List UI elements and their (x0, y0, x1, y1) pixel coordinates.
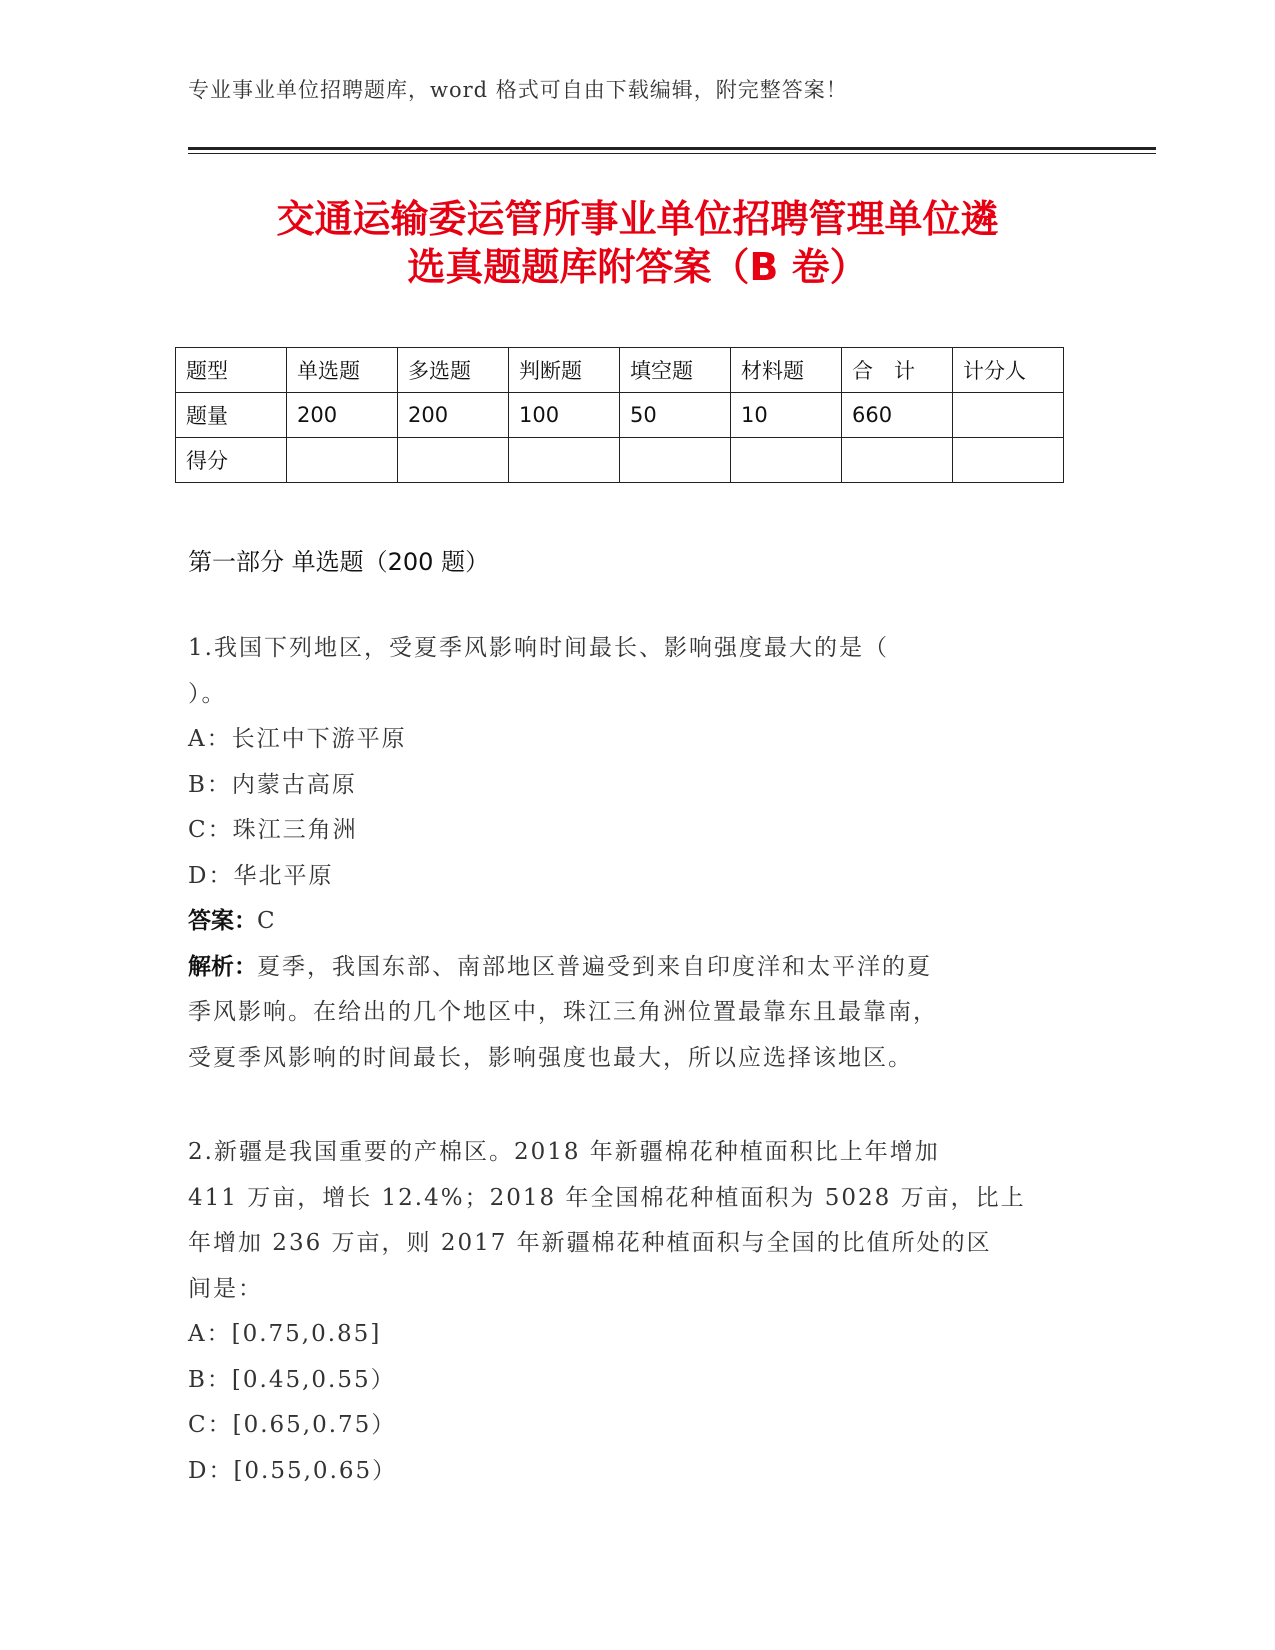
analysis-label: 解析： (188, 953, 257, 980)
analysis-text: 季风影响。在给出的几个地区中，珠江三角洲位置最靠东且最靠南， (188, 999, 938, 1025)
header-rule-thin (188, 153, 1156, 154)
question-stem: 2.新疆是我国重要的产棉区。2018 年新疆棉花种植面积比上年增加 (188, 1139, 940, 1165)
answer-value: C (257, 908, 277, 934)
table-cell: 多选题 (398, 348, 509, 393)
table-cell: 单选题 (287, 348, 398, 393)
score-table-count-row (176, 393, 1064, 438)
table-cell: 200 (287, 393, 398, 438)
answer-label: 答案： (188, 908, 257, 934)
table-cell: 材料题 (731, 348, 842, 393)
question-stem: 1.我国下列地区，受夏季风影响时间最长、影响强度最大的是（ (188, 635, 889, 661)
table-cell (509, 438, 620, 483)
score-table-header-row (176, 348, 1064, 393)
analysis-text: 受夏季风影响的时间最长，影响强度也最大，所以应选择该地区。 (188, 1044, 913, 1071)
table-cell: 填空题 (620, 348, 731, 393)
table-cell: 判断题 (509, 348, 620, 393)
analysis-line (188, 945, 1088, 991)
question-stem: 年增加 236 万亩，则 2017 年新疆棉花种植面积与全国的比值所处的区 (188, 1230, 992, 1256)
table-cell: 50 (620, 393, 731, 438)
table-cell: 合 计 (842, 348, 953, 393)
table-cell: 100 (509, 393, 620, 438)
table-cell (953, 438, 1064, 483)
table-cell (287, 438, 398, 483)
question-stem: ）。 (188, 680, 227, 707)
table-cell (953, 393, 1064, 438)
question-stem: 间是： (188, 1275, 263, 1302)
section-title: 第一部分 单选题（200 题） (188, 548, 490, 576)
option-a: A：[0.75,0.85] (188, 1321, 382, 1347)
answer-line (188, 899, 1088, 945)
table-cell (398, 438, 509, 483)
table-cell (842, 438, 953, 483)
option-c: C：珠江三角洲 (188, 817, 358, 843)
table-cell: 660 (842, 393, 953, 438)
option-b: B：内蒙古高原 (188, 771, 357, 798)
score-table (175, 347, 1064, 483)
score-table-score-row (176, 438, 1064, 483)
table-cell: 题型 (176, 348, 287, 393)
table-cell: 题量 (176, 393, 287, 438)
header-note: 专业事业单位招聘题库，word 格式可自由下载编辑，附完整答案！ (188, 78, 848, 102)
header-rule-thick (188, 147, 1156, 150)
option-a: A：长江中下游平原 (188, 726, 407, 752)
table-cell (620, 438, 731, 483)
option-b: B：[0.45,0.55） (188, 1366, 396, 1393)
question-2 (188, 1130, 1088, 1494)
title-line-1: 交通运输委运管所事业单位招聘管理单位遴 (276, 197, 999, 241)
question-1 (188, 626, 1088, 1081)
title-line-2: 选真题题库附答案（B 卷） (407, 245, 868, 289)
document-title (150, 195, 1125, 291)
option-c: C：[0.65,0.75） (188, 1412, 397, 1438)
table-cell (731, 438, 842, 483)
question-stem: 411 万亩，增长 12.4%；2018 年全国棉花种植面积为 5028 万亩，比上 (188, 1184, 1026, 1211)
table-cell: 10 (731, 393, 842, 438)
option-d: D：华北平原 (188, 862, 334, 889)
analysis-text: 夏季，我国东部、南部地区普遍受到来自印度洋和太平洋的夏 (257, 953, 932, 980)
table-cell: 200 (398, 393, 509, 438)
option-d: D：[0.55,0.65） (188, 1457, 398, 1484)
table-cell: 计分人 (953, 348, 1064, 393)
table-cell: 得分 (176, 438, 287, 483)
